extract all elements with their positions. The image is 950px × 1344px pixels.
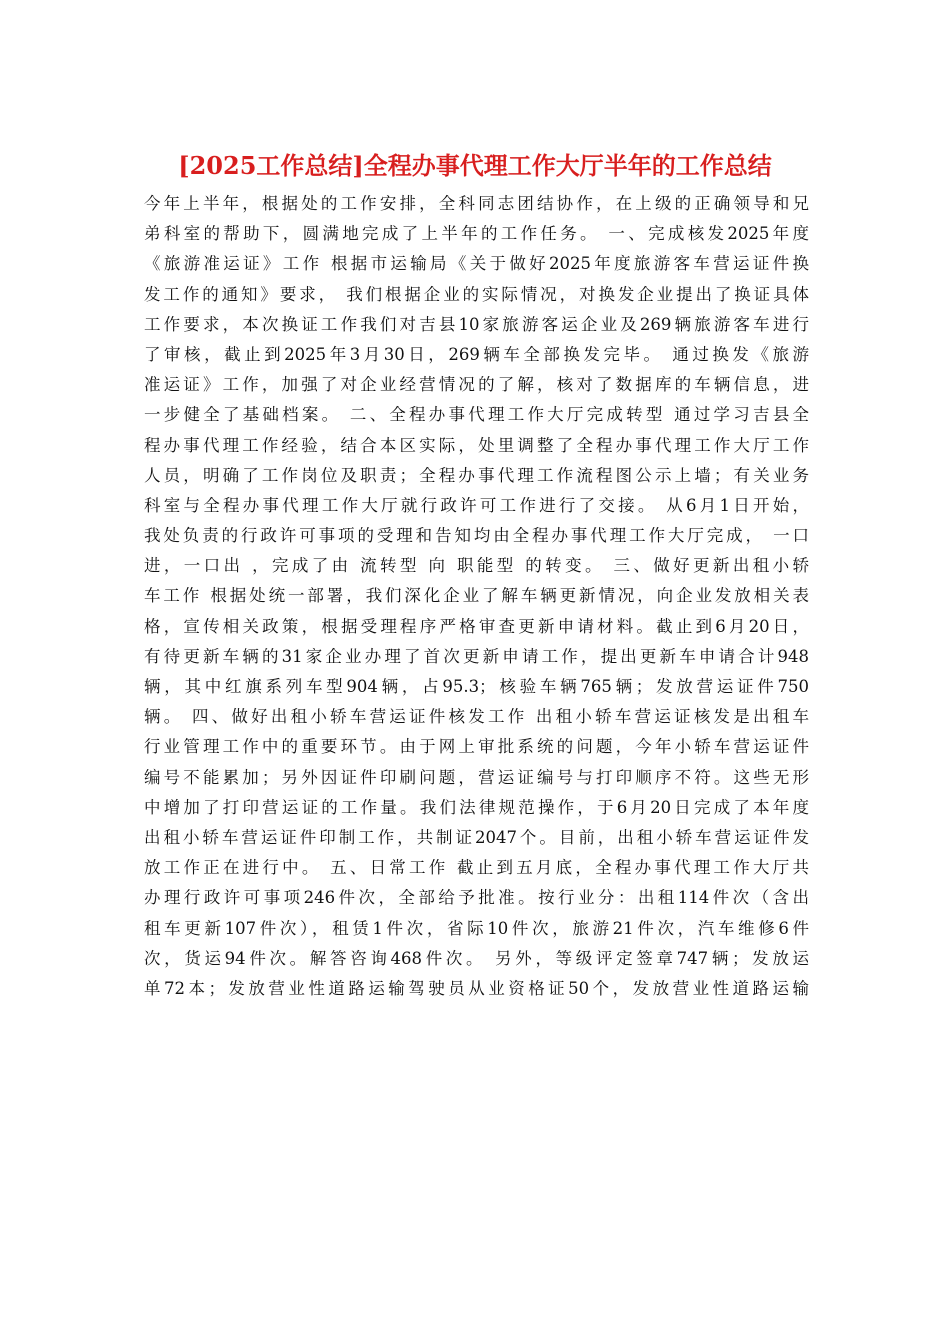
body-line: 车工作 根据处统一部署，我们深化企业了解车辆更新情况，向企业发放相关表 bbox=[144, 586, 809, 606]
body-line: 了审核，截止到2025年3月30日，269辆车全部换发完毕。 通过换发《旅游 bbox=[144, 344, 809, 364]
body-line: 弟科室的帮助下，圆满地完成了上半年的工作任务。 一、完成核发2025年度 bbox=[144, 224, 809, 244]
body-line: 发工作的通知》要求， 我们根据企业的实际情况，对换发企业提出了换证具体 bbox=[144, 284, 809, 304]
body-line: 放工作正在进行中。 五、日常工作 截止到五月底，全程办事代理工作大厅共 bbox=[144, 858, 809, 878]
body-line: 《旅游准运证》工作 根据市运输局《关于做好2025年度旅游客车营运证件换 bbox=[144, 254, 809, 274]
body-line: 我处负责的行政许可事项的受理和告知均由全程办事代理工作大厅完成， 一口 bbox=[144, 526, 809, 546]
body-line: 工作要求，本次换证工作我们对吉县10家旅游客运企业及269辆旅游客车进行 bbox=[144, 314, 809, 334]
body-line: 中增加了打印营运证的工作量。我们法律规范操作，于6月20日完成了本年度 bbox=[144, 797, 809, 817]
body-line: 单72本；发放营业性道路运输驾驶员从业资格证50个，发放营业性道路运输 bbox=[144, 978, 809, 998]
body-line: 次，货运94件次。解答咨询468件次。 另外，等级评定签章747辆；发放运 bbox=[144, 948, 809, 968]
body-line: 有待更新车辆的31家企业办理了首次更新申请工作，提出更新车申请合计948 bbox=[144, 646, 809, 666]
body-line: 行业管理工作中的重要环节。由于网上审批系统的问题，今年小轿车营运证件 bbox=[144, 737, 809, 757]
body-line: 编号不能累加；另外因证件印刷问题，营运证编号与打印顺序不符。这些无形 bbox=[144, 767, 809, 787]
body-line: 辆。 四、做好出租小轿车营运证件核发工作 出租小轿车营运证核发是出租车 bbox=[144, 707, 809, 727]
body-line: 进，一口出 ，完成了由 流转型 向 职能型 的转变。 三、做好更新出租小轿 bbox=[144, 556, 809, 576]
body-line: 科室与全程办事代理工作大厅就行政许可工作进行了交接。 从6月1日开始， bbox=[144, 495, 809, 515]
body-line: 人员，明确了工作岗位及职责；全程办事代理工作流程图公示上墙；有关业务 bbox=[144, 465, 809, 485]
body-line: 格，宣传相关政策，根据受理程序严格审查更新申请材料。截止到6月20日， bbox=[144, 616, 809, 636]
body-line: 一步健全了基础档案。 二、全程办事代理工作大厅完成转型 通过学习吉县全 bbox=[144, 405, 809, 425]
body-line: 程办事代理工作经验，结合本区实际，处里调整了全程办事代理工作大厅工作 bbox=[144, 435, 809, 455]
body-line: 今年上半年，根据处的工作安排，全科同志团结协作，在上级的正确领导和兄 bbox=[144, 194, 809, 213]
body-line: 租车更新107件次），租赁1件次，省际10件次，旅游21件次，汽车维修6件 bbox=[144, 918, 809, 938]
document-title: [2025工作总结]全程办事代理工作大厅半年的工作总结 bbox=[178, 151, 772, 180]
body-line: 办理行政许可事项246件次，全部给予批准。按行业分：出租114件次（含出 bbox=[144, 888, 809, 908]
body-line: 准运证》工作，加强了对企业经营情况的了解，核对了数据库的车辆信息，进 bbox=[144, 375, 809, 395]
body-line: 辆，其中红旗系列车型904辆，占95.3；核验车辆765辆；发放营运证件750 bbox=[144, 677, 809, 696]
document-body bbox=[144, 189, 809, 1004]
body-line: 出租小轿车营运证件印制工作，共制证2047个。目前，出租小轿车营运证件发 bbox=[144, 827, 809, 847]
